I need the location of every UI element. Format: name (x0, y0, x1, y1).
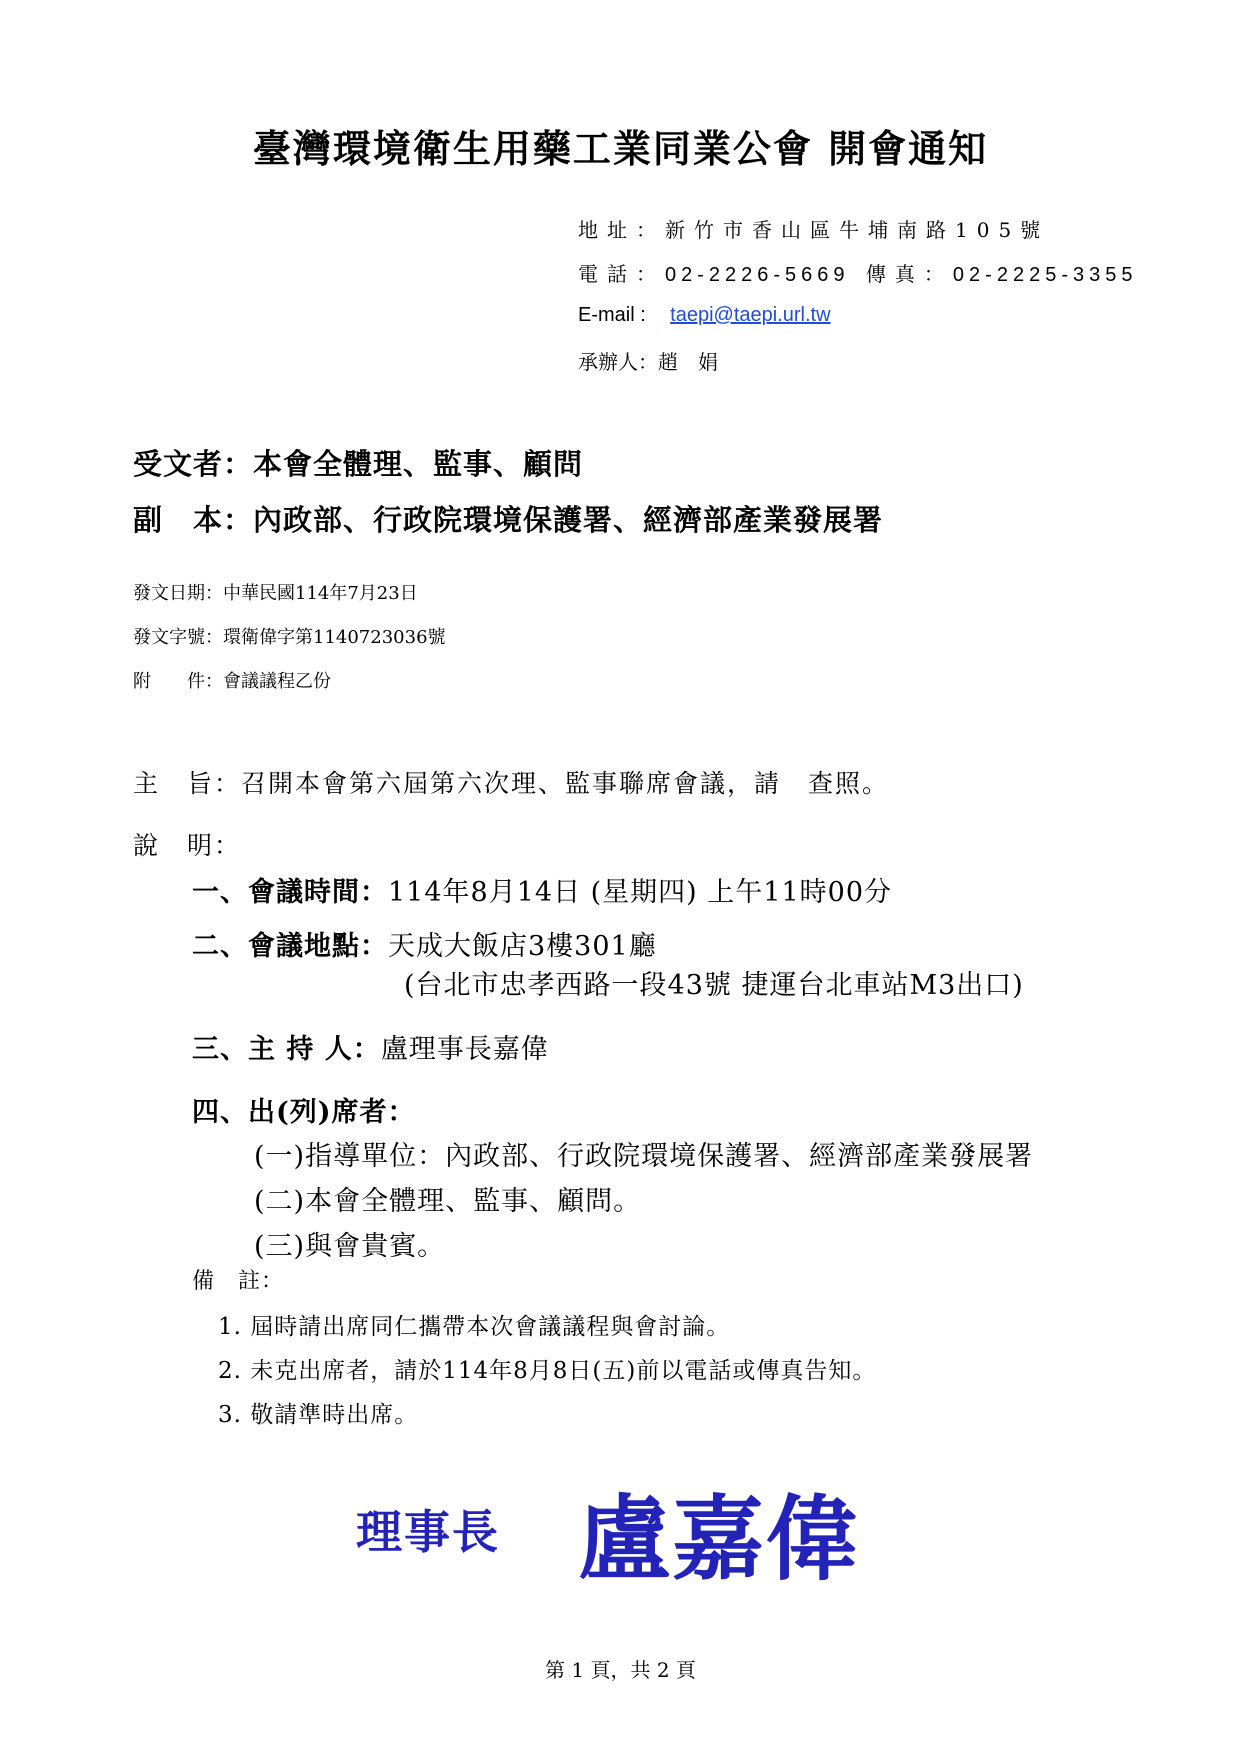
attendee-line: (一)指導單位：內政部、行政院環境保護署、經濟部產業發展署 (254, 1141, 1034, 1172)
handler-value: 趙 娟 (658, 350, 718, 374)
chair-label: 三、主 持 人： (192, 1034, 381, 1065)
meeting-place-label: 二、會議地點： (192, 931, 388, 962)
address-value: 新竹市香山區牛埔南路105號 (665, 218, 1050, 242)
reference-line (133, 623, 446, 649)
issue-date-line (133, 579, 418, 605)
note-item: 3. 敬請準時出席。 (218, 1402, 419, 1428)
page-number: 第 1 頁，共 2 頁 (545, 1658, 696, 1682)
reference-label: 發文字號： (133, 627, 223, 648)
attendees-item (192, 1090, 416, 1129)
meeting-time-item (192, 870, 892, 909)
meeting-place-value: 天成大飯店3樓301廳 (388, 931, 657, 962)
subject-label: 主 旨： (133, 769, 242, 798)
chair-value: 盧理事長嘉偉 (380, 1034, 549, 1065)
phone-label: 電話： (578, 262, 665, 286)
phone-value: 02-2226-5669 (665, 264, 850, 286)
handler-line (578, 346, 718, 375)
chair-item (192, 1027, 549, 1066)
fax-label: 傳真： (865, 262, 953, 286)
explanation-label: 說 明： (133, 831, 242, 860)
cc-value: 內政部、行政院環境保護署、經濟部產業發展署 (253, 503, 884, 537)
attendee-line: (三)與會貴賓。 (254, 1231, 446, 1262)
subject-line (133, 764, 889, 800)
signature-name: 盧嘉偉 (578, 1485, 861, 1593)
attendees-label: 四、出(列)席者： (192, 1097, 416, 1128)
recipient-label: 受文者： (133, 447, 254, 481)
email-label: E-mail : (578, 304, 646, 326)
issue-date-label: 發文日期： (133, 583, 223, 604)
address-line (578, 214, 1049, 243)
attendee-line: (二)本會全體理、監事、顧問。 (254, 1186, 642, 1217)
attachment-label: 附 件： (133, 671, 223, 692)
recipient-line (133, 442, 583, 483)
document-title: 臺灣環境衛生用藥工業同業公會 開會通知 (252, 126, 989, 171)
handler-label: 承辦人： (578, 350, 658, 374)
notes-label: 備 註： (192, 1269, 285, 1294)
fax-value: 02-2225-3355 (952, 264, 1138, 286)
meeting-time-value: 114年8月14日 (星期四) 上午11時00分 (388, 877, 893, 908)
meeting-place-detail: (台北市忠孝西路一段43號 捷運台北車站M3出口) (404, 970, 1024, 1001)
meeting-time-label: 一、會議時間： (192, 877, 388, 908)
attachment-line (133, 667, 331, 693)
reference-value: 環衛偉字第1140723036號 (223, 627, 446, 648)
attachment-value: 會議議程乙份 (223, 671, 331, 692)
email-line (578, 302, 831, 327)
recipient-value: 本會全體理、監事、顧問 (253, 447, 584, 481)
note-item: 1. 屆時請出席同仁攜帶本次會議議程與會討論。 (218, 1314, 731, 1340)
issue-date-value: 中華民國114年7月23日 (223, 583, 418, 604)
email-link[interactable]: taepi@taepi.url.tw (670, 304, 831, 326)
cc-line (133, 498, 883, 539)
address-label: 地址： (578, 218, 665, 242)
phone-line (578, 258, 1137, 287)
meeting-place-item (192, 924, 657, 963)
signature-title: 理事長 (356, 1505, 500, 1559)
cc-label: 副 本： (133, 503, 254, 537)
subject-text: 召開本會第六屆第六次理、監事聯席會議，請 查照。 (241, 769, 890, 798)
note-item: 2. 未克出席者，請於114年8月8日(五)前以電話或傳真告知。 (218, 1358, 877, 1384)
